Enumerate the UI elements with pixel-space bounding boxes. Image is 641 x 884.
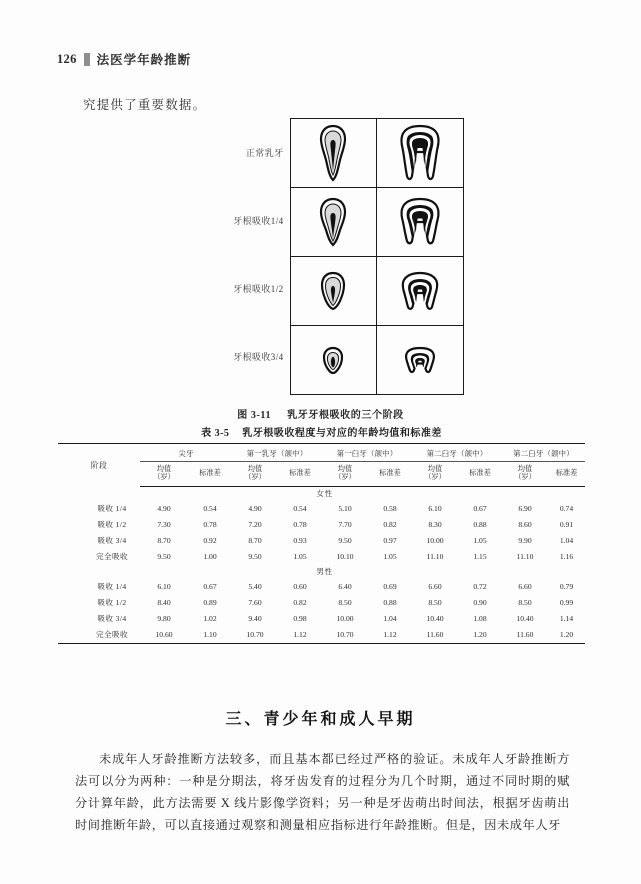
table-cell-stage: 吸收 3/4 <box>97 614 127 624</box>
table-cell-value: 0.97 <box>383 536 397 546</box>
table-cell-value: 1.12 <box>368 627 412 644</box>
table-cell-value: 0.88 <box>383 598 397 608</box>
table-cell-value: 10.10 <box>336 552 354 562</box>
table-cell-stage: 吸收 1/4 <box>97 504 127 514</box>
table-cell-value: 9.50 <box>338 536 352 546</box>
table-row <box>58 533 585 549</box>
table-cell-value: 1.04 <box>559 536 574 546</box>
table-cell-value: 6.60 <box>518 582 532 592</box>
table-cell-stage: 吸收 1/2 <box>97 598 127 608</box>
running-head <box>57 50 191 68</box>
table-title <box>58 424 585 439</box>
table-row <box>58 595 585 611</box>
header-mean-2 <box>232 462 278 487</box>
table-cell-value: 6.60 <box>428 582 442 592</box>
header-mean-line2: （岁） <box>424 473 446 482</box>
table-cell-value: 1.12 <box>278 627 322 644</box>
header-mean-line2: （岁） <box>244 473 266 482</box>
table-cell-value: 8.60 <box>518 520 532 530</box>
header-stage: 阶段 <box>58 444 140 487</box>
molar-tooth-three-quarter-icon <box>377 326 463 394</box>
table-sex-header-row <box>58 486 585 501</box>
table-cell-value: 0.69 <box>383 582 397 592</box>
header-mean-4 <box>412 462 458 487</box>
table-cell-value: 8.30 <box>428 520 442 530</box>
table-cell-value: 6.90 <box>518 504 532 514</box>
header-group-second-molar-a: 第二臼牙（颌中） <box>412 444 502 462</box>
section-heading: 三、青少年和成人早期 <box>225 711 416 728</box>
header-sd-5: 标准差 <box>548 462 585 487</box>
header-sd-2: 标准差 <box>278 462 322 487</box>
table-cell-value: 6.40 <box>338 582 352 592</box>
header-mean-line1: 均值 <box>247 465 263 473</box>
header-mean-5 <box>502 462 548 487</box>
table-cell-stage: 完全吸收 <box>58 627 140 644</box>
table-3-5 <box>58 424 585 644</box>
table-row <box>58 517 585 533</box>
figure-row-label-three-quarter: 牙根吸收3/4 <box>233 351 284 362</box>
table-cell-value: 8.70 <box>157 536 171 546</box>
table-cell-value: 7.20 <box>248 520 262 530</box>
figure-3-11 <box>57 118 584 421</box>
table-cell-value: 7.70 <box>338 520 352 530</box>
header-mean-line1: 均值 <box>517 465 533 473</box>
table-sex-label: 女性 <box>316 489 333 499</box>
table-cell-value: 11.10 <box>426 552 444 562</box>
table-group-header-row <box>58 444 585 462</box>
table-cell-value: 6.10 <box>157 582 171 592</box>
figure-grid <box>57 118 584 395</box>
table-cell-value: 1.20 <box>458 627 502 644</box>
table-cell-value: 0.78 <box>293 520 307 530</box>
header-mean-line1: 均值 <box>337 465 353 473</box>
header-group-canine: 尖牙 <box>140 444 232 462</box>
header-sd-3: 标准差 <box>368 462 412 487</box>
table-cell-value: 0.82 <box>293 598 307 608</box>
single-root-tooth-three-quarter-icon <box>291 326 377 394</box>
table-body <box>58 486 585 643</box>
table-cell-value: 0.54 <box>203 504 217 514</box>
single-root-tooth-normal-icon <box>291 119 377 187</box>
table-cell-value: 10.70 <box>232 627 278 644</box>
table-cell-value: 11.60 <box>502 627 548 644</box>
table-row <box>58 579 585 595</box>
table-cell-value: 9.90 <box>518 536 532 546</box>
table-sex-label: 男性 <box>316 567 333 577</box>
table-cell-value: 1.14 <box>559 614 574 624</box>
table-cell-value: 4.90 <box>157 504 171 514</box>
table-cell-value: 8.50 <box>518 598 532 608</box>
table-cell-value: 1.08 <box>473 614 487 624</box>
figure-caption-text: 乳牙牙根吸收的三个阶段 <box>287 410 404 421</box>
figure-row-4 <box>291 326 463 394</box>
running-head-rule <box>84 53 90 66</box>
table-cell-value: 0.90 <box>473 598 487 608</box>
table-cell-value: 10.70 <box>322 627 368 644</box>
table-cell-value: 11.10 <box>516 552 534 562</box>
table-cell-value: 4.90 <box>248 504 262 514</box>
table-cell-value: 1.05 <box>293 552 307 562</box>
table-cell-value: 0.93 <box>293 536 307 546</box>
table-cell-value: 7.30 <box>157 520 171 530</box>
table-cell-value: 1.05 <box>383 552 397 562</box>
table-cell-value: 1.05 <box>473 536 487 546</box>
table-cell-value: 10.00 <box>336 614 354 624</box>
table-sex-header-row <box>58 565 585 579</box>
table-cell-value: 0.58 <box>383 504 397 514</box>
table-cell-value: 0.79 <box>559 582 574 592</box>
table-cell-value: 10.40 <box>426 614 444 624</box>
figure-box <box>290 118 464 395</box>
table-cell-stage: 完全吸收 <box>96 552 128 562</box>
figure-row-label-half: 牙根吸收1/2 <box>233 283 284 294</box>
table-cell-value: 8.70 <box>248 536 262 546</box>
header-group-first-deciduous: 第一乳牙（颌中） <box>232 444 322 462</box>
table-cell-value: 0.78 <box>203 520 217 530</box>
table-cell-value: 9.80 <box>157 614 171 624</box>
figure-row-2 <box>291 188 463 257</box>
body-paragraph: 未成年人牙龄推断方法较多，而且基本都已经过严格的验证。未成年人牙龄推断方法可以分为两种：一种是分期法，将牙齿发育的过程分为几个时期，通过不同时期的赋分计算年龄，此方法需要 X 线片影像学资料；另一种是牙齿萌出时间法，根据牙齿萌出时间推断年龄，可以直接通过观察和测量相应指标进行年龄推断。但是，因未成年人牙 <box>75 752 570 832</box>
table-cell-stage: 吸收 3/4 <box>97 536 127 546</box>
table-cell-value: 8.50 <box>428 598 442 608</box>
header-group-first-molar: 第一臼牙（颌中） <box>322 444 412 462</box>
book-title: 法医学年龄推断 <box>96 53 192 67</box>
table-cell-value: 10.60 <box>140 627 188 644</box>
table-cell-value: 6.10 <box>428 504 442 514</box>
table-cell-value: 1.16 <box>559 552 574 562</box>
single-root-tooth-half-icon <box>291 257 377 325</box>
table-title-text: 乳牙根吸收程度与对应的年龄均值和标准差 <box>242 428 442 439</box>
table-cell-value: 1.02 <box>203 614 217 624</box>
molar-tooth-half-icon <box>377 257 463 325</box>
page-number: 126 <box>57 51 77 66</box>
table-cell-value: 0.98 <box>293 614 307 624</box>
figure-caption-number: 图 3-11 <box>237 410 272 421</box>
table-cell-stage: 吸收 1/4 <box>97 582 127 592</box>
table-cell-stage: 吸收 1/2 <box>97 520 127 530</box>
header-group-second-molar-b: 第二臼牙（颌中） <box>502 444 585 462</box>
header-mean-line2: （岁） <box>514 473 536 482</box>
header-sd-1: 标准差 <box>188 462 232 487</box>
table-row <box>58 549 585 565</box>
figure-row-label-normal: 正常乳牙 <box>245 147 284 158</box>
molar-tooth-quarter-icon <box>377 188 463 256</box>
table-cell-value: 0.88 <box>473 520 487 530</box>
table-cell-value: 0.74 <box>559 504 574 514</box>
table-cell-value: 0.67 <box>203 582 217 592</box>
header-sd-4: 标准差 <box>458 462 502 487</box>
table-cell-value: 10.40 <box>516 614 534 624</box>
table-cell-value: 8.40 <box>157 598 171 608</box>
table-cell-value: 0.91 <box>559 520 574 530</box>
table-cell-value: 1.20 <box>548 627 585 644</box>
table-head <box>58 444 585 487</box>
table-cell-value: 11.60 <box>412 627 458 644</box>
table-cell-value: 0.92 <box>203 536 217 546</box>
table-cell-value: 10.00 <box>426 536 444 546</box>
molar-tooth-normal-icon <box>377 119 463 187</box>
table-row <box>58 501 585 517</box>
table-cell-value: 0.67 <box>473 504 487 514</box>
table-cell-value: 1.04 <box>383 614 397 624</box>
intro-line: 究提供了重要数据。 <box>83 98 207 112</box>
figure-row-3 <box>291 257 463 326</box>
table-cell-value: 1.15 <box>473 552 487 562</box>
single-root-tooth-quarter-icon <box>291 188 377 256</box>
header-mean-line1: 均值 <box>427 465 443 473</box>
header-mean-line2: （岁） <box>153 473 175 482</box>
header-mean-line2: （岁） <box>334 473 356 482</box>
table-cell-value: 9.50 <box>248 552 262 562</box>
table-cell-value: 9.40 <box>248 614 262 624</box>
table-cell-value: 5.10 <box>338 504 352 514</box>
table-cell-value: 0.99 <box>559 598 574 608</box>
table-number: 表 3-5 <box>201 428 230 439</box>
table-cell-value: 5.40 <box>248 582 262 592</box>
table-cell-value: 0.60 <box>293 582 307 592</box>
table-cell-value: 7.60 <box>248 598 262 608</box>
figure-row-1 <box>291 119 463 188</box>
table-cell-value: 0.54 <box>293 504 307 514</box>
header-mean-line1: 均值 <box>156 465 172 473</box>
table-cell-value: 1.10 <box>188 627 232 644</box>
table-row <box>58 627 585 644</box>
figure-row-labels <box>178 118 290 390</box>
figure-row-label-quarter: 牙根吸收1/4 <box>233 215 284 226</box>
figure-caption <box>57 406 584 421</box>
table-cell-value: 0.89 <box>203 598 217 608</box>
table-cell-value: 9.50 <box>157 552 171 562</box>
header-mean-1 <box>140 462 188 487</box>
table-cell-value: 0.82 <box>383 520 397 530</box>
table-cell-value: 8.50 <box>338 598 352 608</box>
table-cell-value: 0.72 <box>473 582 487 592</box>
header-mean-3 <box>322 462 368 487</box>
table-row <box>58 611 585 627</box>
resorption-age-table <box>58 443 585 644</box>
table-cell-value: 1.00 <box>203 552 217 562</box>
